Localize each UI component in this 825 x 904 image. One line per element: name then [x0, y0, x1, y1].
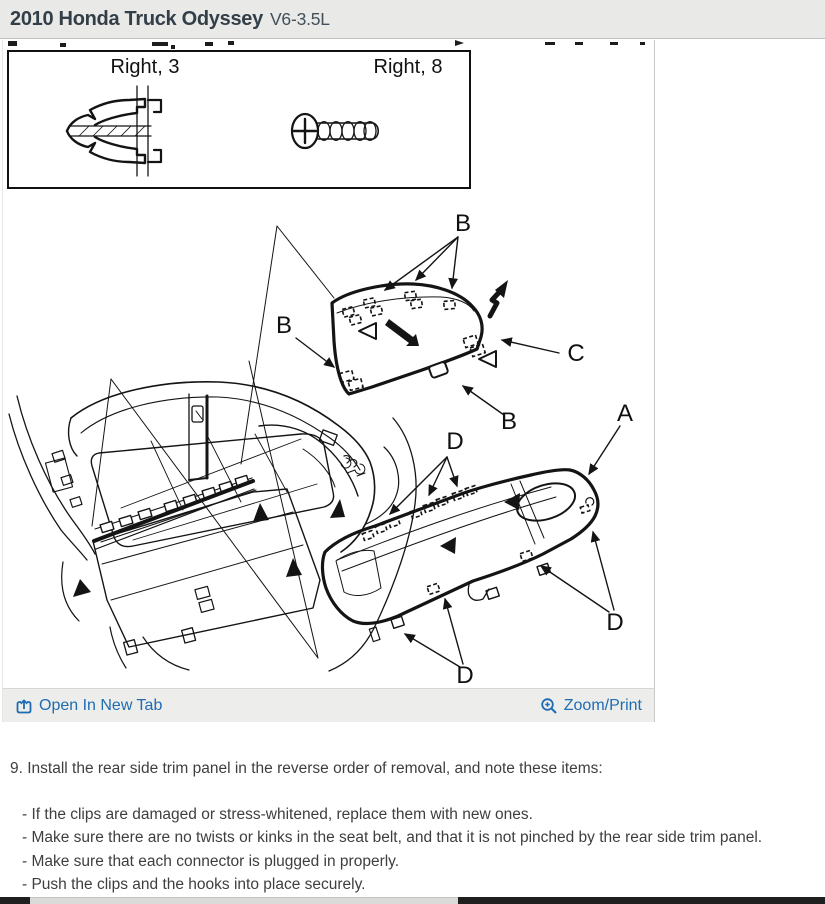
instructions-block	[10, 759, 820, 897]
vehicle-title: 2010 Honda Truck Odyssey	[10, 7, 263, 30]
trim-panel-diagram	[3, 40, 653, 688]
fastener-label-right-8: Right, 8	[373, 56, 443, 78]
open-in-new-tab-link[interactable]	[15, 697, 162, 715]
bullet-item: - Make sure that each connector is plugged in properly.	[22, 852, 400, 870]
engine-subtitle: V6-3.5L	[269, 8, 330, 29]
part-label-d-top: D	[446, 428, 464, 455]
dashboard-outline	[62, 382, 416, 671]
fastener-box	[8, 51, 470, 188]
horizontal-scrollbar[interactable]	[0, 897, 825, 904]
removal-direction-arrow	[385, 319, 419, 346]
figure-toolbar	[3, 688, 654, 722]
pillar-outline	[9, 396, 95, 560]
fastener-label-right-3: Right, 3	[110, 56, 180, 78]
lower-trim-panel	[322, 470, 597, 642]
open-in-new-tab-label: Open In New Tab	[39, 696, 163, 714]
part-label-b-left: B	[275, 312, 293, 339]
magnifier-plus-icon	[540, 697, 558, 715]
external-link-icon	[15, 697, 33, 715]
bullet-list	[22, 803, 820, 897]
bullet-item: - If the clips are damaged or stress-whitened, replace them with new ones.	[22, 806, 533, 823]
part-label-b-bottom: B	[500, 408, 518, 435]
zoom-print-label: Zoom/Print	[563, 696, 642, 714]
zoom-print-link[interactable]	[540, 697, 642, 715]
scrollbar-track-left[interactable]	[0, 897, 30, 904]
bullet-item: - Make sure there are no twists or kinks in the seat belt, and that it is not pinched by the rear side trim panel.	[22, 829, 763, 847]
part-label-d-right: D	[606, 609, 624, 636]
page-header	[0, 0, 825, 39]
part-label-b-top: B	[454, 210, 472, 237]
upper-trim-panel	[332, 280, 508, 394]
scrollbar-thumb[interactable]	[30, 897, 458, 904]
step-text: 9. Install the rear side trim panel in the reverse order of removal, and note these items:	[10, 760, 603, 777]
figure-panel	[2, 40, 655, 722]
part-label-a: A	[616, 400, 634, 427]
part-label-d-bottom: D	[456, 662, 474, 688]
scrollbar-track-right[interactable]	[458, 897, 825, 904]
bullet-item: - Push the clips and the hooks into place securely.	[22, 876, 366, 894]
part-label-c: C	[567, 340, 585, 367]
